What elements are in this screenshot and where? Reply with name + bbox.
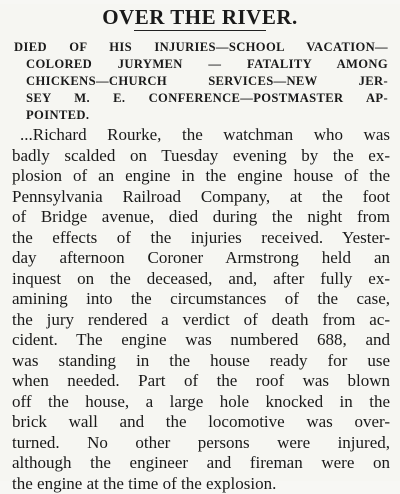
body-line: Pennsylvania Railroad Company, at the foot	[12, 187, 390, 208]
body-line: of Bridge avenue, died during the night from	[12, 207, 390, 228]
body-line: day afternoon Coroner Armstrong held an	[12, 248, 390, 269]
body-line: when needed. Part of the roof was blown	[12, 371, 390, 392]
body-line: was standing in the house ready for use	[12, 351, 390, 372]
body-line: plosion of an engine in the engine house of the	[12, 166, 390, 187]
body-line: the effects of the injuries received. Yester-	[12, 228, 390, 249]
body-line: although the engineer and fireman were on	[12, 453, 390, 474]
article-deck	[0, 39, 400, 124]
body-line: ...Richard Rourke, the watchman who was	[12, 125, 390, 146]
newspaper-clipping	[0, 4, 400, 481]
body-line: turned. No other persons were injured,	[12, 433, 390, 454]
article-body	[0, 125, 400, 494]
headline-rule	[134, 30, 266, 31]
body-line: the engine at the time of the explosion.	[12, 474, 390, 494]
deck-line: POINTED.	[14, 107, 388, 124]
body-line: off the house, a large hole knocked in the	[12, 392, 390, 413]
deck-line: DIED OF HIS INJURIES—SCHOOL VACATION—	[14, 39, 388, 56]
body-line: inquest on the deceased, and, after fully ex-	[12, 269, 390, 290]
deck-line: COLORED JURYMEN — FATALITY AMONG	[14, 56, 388, 73]
body-line: brick wall and the locomotive was over-	[12, 412, 390, 433]
body-line: amining into the circumstances of the case,	[12, 289, 390, 310]
body-line: cident. The engine was numbered 688, and	[12, 330, 390, 351]
deck-line: CHICKENS—CHURCH SERVICES—NEW JER-	[14, 73, 388, 90]
deck-line: SEY M. E. CONFERENCE—POSTMASTER AP-	[14, 90, 388, 107]
body-line: badly scalded on Tuesday evening by the ex-	[12, 146, 390, 167]
body-line: the jury rendered a verdict of death from ac-	[12, 310, 390, 331]
article-headline: OVER THE RIVER.	[0, 4, 400, 30]
